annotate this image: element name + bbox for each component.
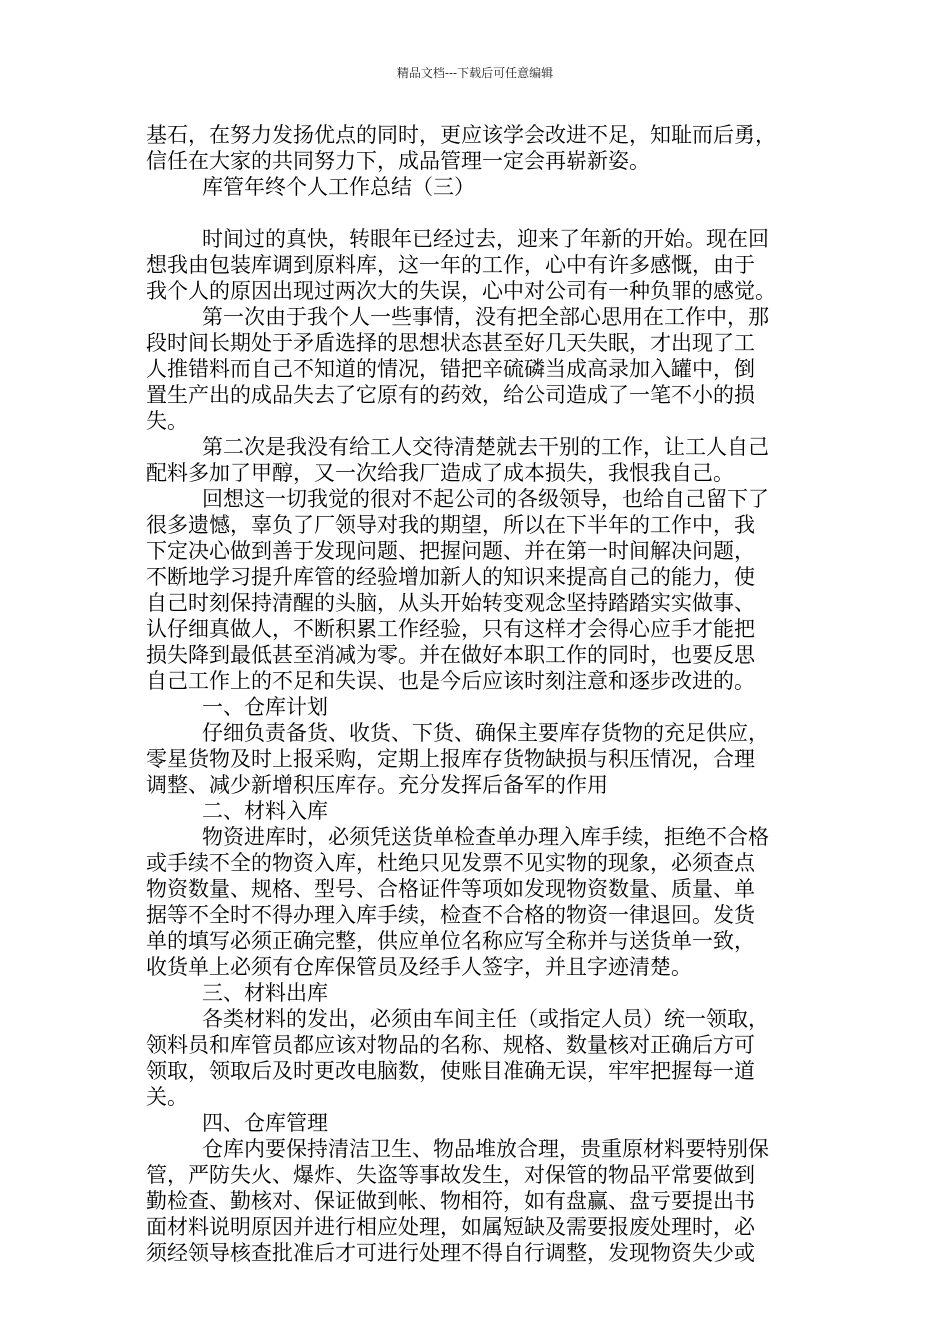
document-body xyxy=(146,122,810,1266)
text-line: 信任在大家的共同努力下，成品管理一定会再崭新姿。 xyxy=(146,149,650,173)
page-header: 精品文档---下载后可任意编辑 xyxy=(396,66,554,80)
text-line: 面材料说明原因并进行相应处理，如属短缺及需要报废处理时，必 xyxy=(146,1215,755,1239)
text-line: 管，严防失火、爆炸、失盗等事故发生，对保管的物品平常要做到 xyxy=(146,1163,755,1187)
text-line: 一、仓库计划 xyxy=(202,695,328,719)
text-line: 须经领导核查批准后才可进行处理不得自行调整，发现物资失少或 xyxy=(146,1241,755,1265)
text-line: 很多遗憾，辜负了厂领导对我的期望，所以在下半年的工作中，我 xyxy=(146,513,755,537)
text-line: 各类材料的发出，必须由车间主任（或指定人员）统一领取， xyxy=(202,1007,769,1031)
text-line: 置生产出的成品失去了它原有的药效，给公司造成了一笔不小的损 xyxy=(146,383,755,407)
text-line: 领料员和库管员都应该对物品的名称、规格、数量核对正确后方可 xyxy=(146,1033,755,1057)
text-line: 损失降到最低甚至消减为零。并在做好本职工作的同时，也要反思 xyxy=(146,643,755,667)
text-line: 三、材料出库 xyxy=(202,981,328,1005)
text-line: 自己时刻保持清醒的头脑，从头开始转变观念坚持踏踏实实做事、 xyxy=(146,591,755,615)
text-line: 第一次由于我个人一些事情，没有把全部心思用在工作中，那 xyxy=(202,305,769,329)
text-line: 调整、减少新增积压库存。充分发挥后备军的作用 xyxy=(146,773,608,797)
text-line: 我个人的原因出现过两次大的失误，心中对公司有一种负罪的感觉。 xyxy=(146,279,776,303)
text-line: 第二次是我没有给工人交待清楚就去干别的工作，让工人自己 xyxy=(202,435,769,459)
text-line: 或手续不全的物资入库，杜绝只见发票不见实物的现象，必须查点 xyxy=(146,851,755,875)
blank-line xyxy=(146,200,810,226)
text-line: 四、仓库管理 xyxy=(202,1111,328,1135)
text-line: 勤检查、勤核对、保证做到帐、物相符，如有盘赢、盘亏要提出书 xyxy=(146,1189,755,1213)
text-line: 段时间长期处于矛盾选择的思想状态甚至好几天失眠，才出现了工 xyxy=(146,331,755,355)
text-line: 物资数量、规格、型号、合格证件等项如发现物资数量、质量、单 xyxy=(146,877,755,901)
text-line: 仔细负责备货、收货、下货、确保主要库存货物的充足供应， xyxy=(202,721,769,745)
text-line: 单的填写必须正确完整，供应单位名称应写全称并与送货单一致， xyxy=(146,929,755,953)
text-line: 基石，在努力发扬优点的同时，更应该学会改进不足，知耻而后勇， xyxy=(146,123,776,147)
text-line: 不断地学习提升库管的经验增加新人的知识来提高自己的能力，使 xyxy=(146,565,755,589)
text-line: 想我由包装库调到原料库，这一年的工作，心中有许多感慨，由于 xyxy=(146,253,755,277)
text-line: 回想这一切我觉的很对不起公司的各级领导，也给自己留下了 xyxy=(202,487,769,511)
text-line: 收货单上必须有仓库保管员及经手人签字，并且字迹清楚。 xyxy=(146,955,692,979)
text-line: 关。 xyxy=(146,1085,188,1109)
text-line: 据等不全时不得办理入库手续，检查不合格的物资一律退回。发货 xyxy=(146,903,755,927)
text-line: 自己工作上的不足和失误、也是今后应该时刻注意和逐步改进的。 xyxy=(146,669,755,693)
text-line: 下定决心做到善于发现问题、把握问题、并在第一时间解决问题， xyxy=(146,539,755,563)
text-line: 领取，领取后及时更改电脑数，使账目准确无误，牢牢把握每一道 xyxy=(146,1059,755,1083)
text-line: 失。 xyxy=(146,409,188,433)
text-line: 人推错料而自己不知道的情况，错把辛硫磷当成高录加入罐中，倒 xyxy=(146,357,755,381)
text-line: 库管年终个人工作总结（三） xyxy=(202,175,475,199)
text-line: 二、材料入库 xyxy=(202,799,328,823)
text-line: 零星货物及时上报采购，定期上报库存货物缺损与积压情况，合理 xyxy=(146,747,755,771)
text-line: 仓库内要保持清洁卫生、物品堆放合理，贵重原材料要特别保 xyxy=(202,1137,769,1161)
text-line: 时间过的真快，转眼年已经过去，迎来了年新的开始。现在回 xyxy=(202,227,769,251)
text-line: 物资进库时，必须凭送货单检查单办理入库手续，拒绝不合格 xyxy=(202,825,769,849)
text-line: 认仔细真做人，不断积累工作经验，只有这样才会得心应手才能把 xyxy=(146,617,755,641)
text-line: 配料多加了甲醇，又一次给我厂造成了成本损失，我恨我自己。 xyxy=(146,461,734,485)
